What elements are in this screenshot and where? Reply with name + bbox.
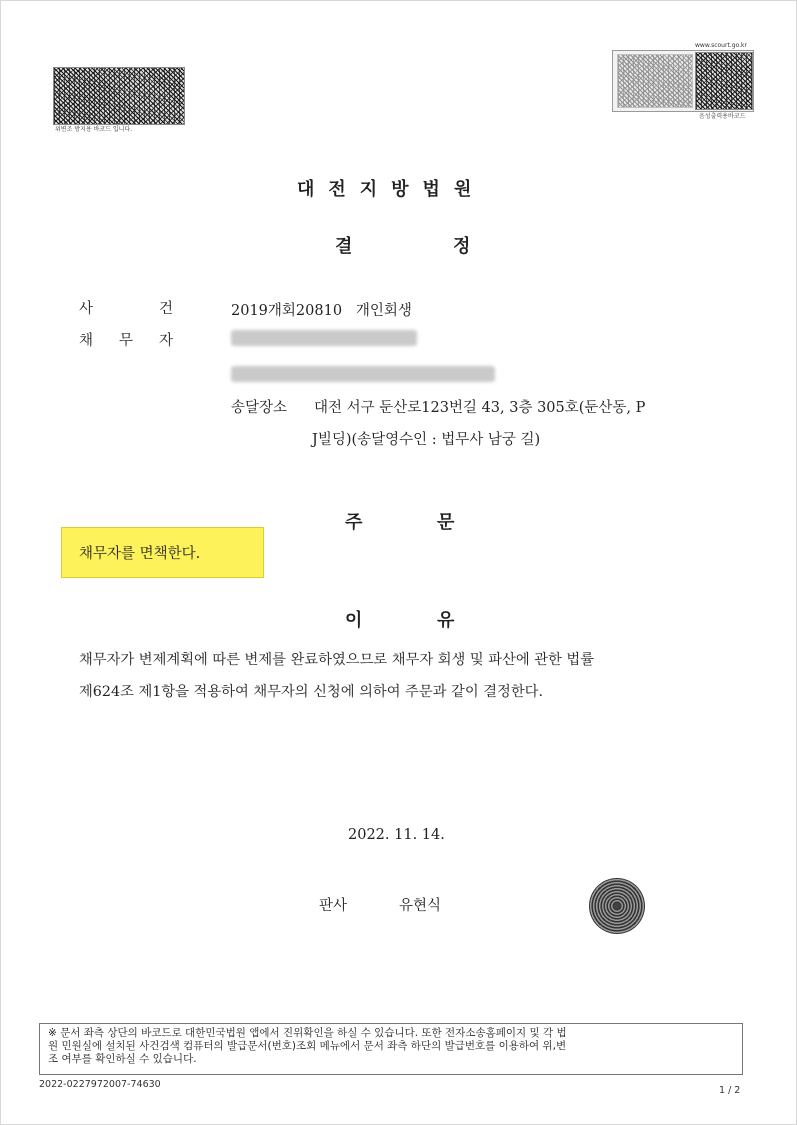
notice-line-1: ※ 문서 좌측 상단의 바코드로 대한민국법원 앱에서 진위확인을 하실 수 있습니다. 또한 전자소송홈페이지 및 각 법	[48, 1027, 567, 1039]
doc-type-char-1: 결	[335, 236, 353, 257]
doc-type-char-2: 정	[453, 236, 471, 257]
service-address-line2: J빌딩)(송달영수인 : 법무사 남궁 길)	[312, 432, 541, 448]
judge-title: 판사	[319, 898, 348, 914]
reason-line-1: 채무자가 변제계획에 따른 변제를 완료하였으므로 채무자 회생 및 파산에 관한 법률	[79, 652, 595, 668]
order-heading-2: 문	[437, 512, 455, 533]
page-number: 1 / 2	[719, 1085, 741, 1096]
debtor-address-redacted	[231, 366, 495, 382]
case-value: 2019개회20810 개인회생	[231, 303, 412, 319]
issue-number: 2022-0227972007-74630	[39, 1079, 161, 1090]
audio-barcode-caption: 음성출력용바코드	[699, 113, 746, 120]
debtor-name-redacted	[231, 330, 417, 346]
verification-barcode	[53, 67, 185, 125]
case-label-2: 건	[159, 301, 174, 317]
verification-barcode-caption: 위변조 방지용 바코드 입니다.	[55, 126, 133, 133]
service-label: 송달장소	[231, 400, 288, 416]
judge-name: 유현식	[399, 898, 442, 914]
barcode-url: www.scourt.go.kr	[695, 42, 747, 49]
order-text: 채무자를 면책한다.	[79, 546, 201, 562]
order-heading-1: 주	[345, 512, 363, 533]
debtor-label-3: 자	[159, 333, 174, 349]
decision-date: 2022. 11. 14.	[348, 827, 445, 843]
service-address-line1: 대전 서구 둔산로123번길 43, 3층 305호(둔산동, P	[314, 400, 646, 416]
notice-line-2: 원 민원실에 설치된 사건검색 컴퓨터의 발급문서(번호)조회 메뉴에서 문서 좌측 하단의 발급번호를 이용하여 위,변	[48, 1040, 567, 1052]
reason-line-2: 제624조 제1항을 적용하여 채무자의 신청에 의하여 주문과 같이 결정한다.	[79, 684, 543, 700]
case-label-1: 사	[79, 301, 94, 317]
notice-line-3: 조 여부를 확인하실 수 있습니다.	[48, 1053, 197, 1065]
verification-notice	[39, 1023, 743, 1075]
audio-barcode	[617, 54, 693, 108]
reason-heading-2: 유	[437, 610, 455, 631]
court-name: 대전지방법원	[297, 179, 486, 200]
audio-barcode-dense	[695, 52, 753, 110]
reason-heading-1: 이	[345, 610, 363, 631]
debtor-label-2: 무	[119, 333, 134, 349]
court-seal-icon	[589, 878, 645, 934]
debtor-label-1: 채	[79, 333, 94, 349]
